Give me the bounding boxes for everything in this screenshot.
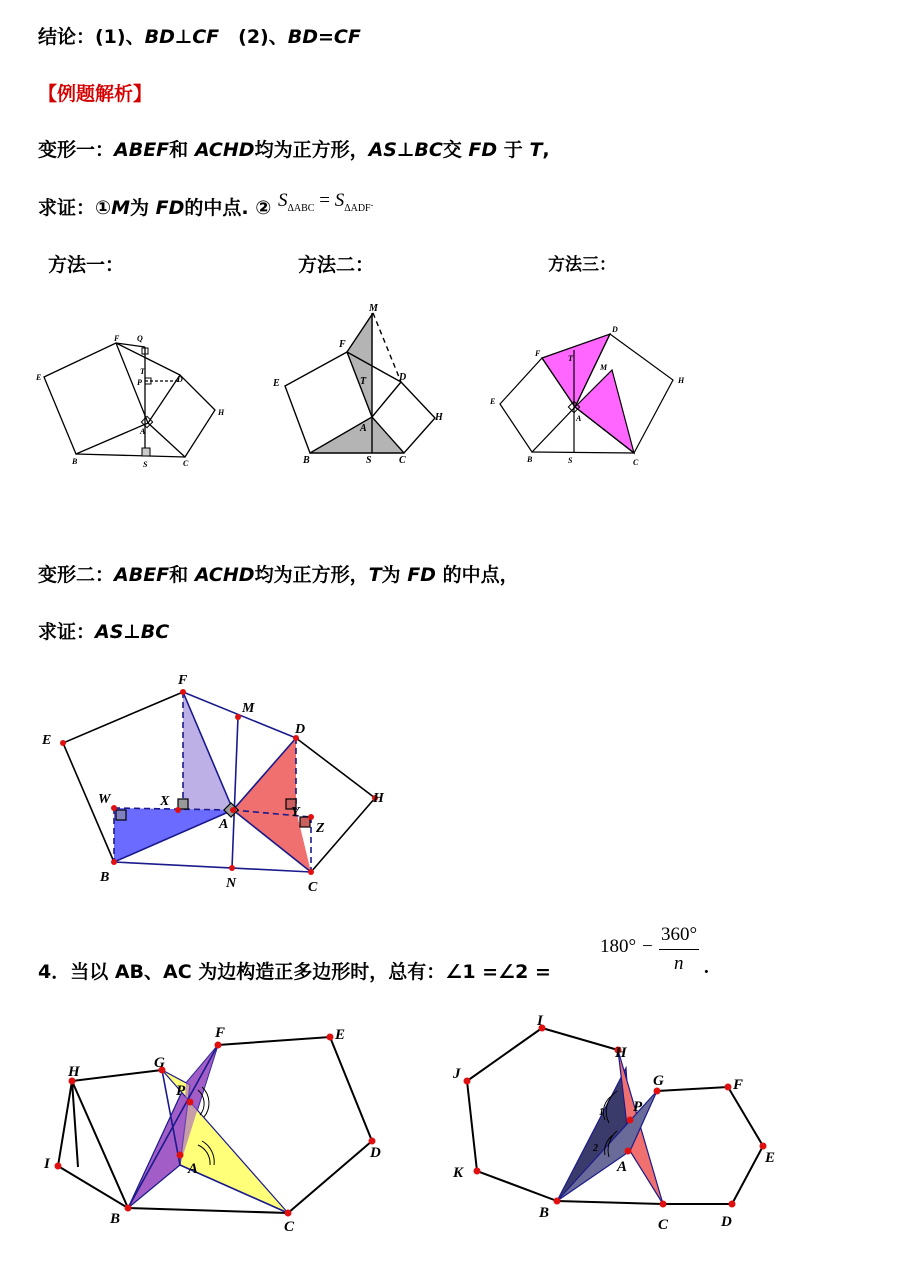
v2-claim: AS⊥BC [95,621,170,643]
f4-label-B: B [100,870,110,885]
f1-label-T: T [140,367,145,376]
f4-label-C: C [308,880,318,895]
variant1-prove [38,190,374,222]
f5-label-G: G [154,1055,165,1071]
f4-label-D: D [295,722,306,737]
f5-label-C: C [284,1219,295,1235]
f1-label-E: E [36,373,42,382]
conclusion-part2: BD=CF [287,26,361,48]
v2-fd: FD [407,564,436,586]
conclusion-prefix: 结论：(1)、 [38,26,145,48]
f3-label-B: B [527,455,533,464]
f2-label-T: T [360,376,367,387]
v1-end: , [542,139,550,161]
v1-sq1: ABEF [114,139,170,161]
figure-pentagon [30,1015,410,1240]
f3-label-D: D [612,325,618,334]
f5-label-E: E [335,1027,346,1043]
method-2: 方法二： [298,254,375,276]
f6-label-I: I [537,1013,543,1029]
f5-label-D: D [370,1145,381,1161]
v1-prove-prefix: 求证：① [38,197,112,219]
f3-label-A: A [576,414,582,423]
f3-label-T: T [568,354,573,363]
v2-prefix: 变形二： [38,564,115,586]
figure-method-3 [490,320,690,470]
f2-gray-bottom [310,417,404,453]
square-abef [44,343,148,454]
area-right: S [334,190,345,211]
v1-seg: FD [468,139,498,161]
f6-label-J: J [453,1066,461,1082]
f6-label-B: B [539,1205,550,1221]
method-1: 方法一： [48,254,125,276]
f4-label-Z: Z [316,821,325,836]
v1-pt: T [529,139,543,161]
f4-label-M: M [242,701,255,716]
f1-label-B: B [72,457,78,466]
v2-t: T [368,564,382,586]
f1-label-S: S [143,460,148,469]
v2-sq1: ABEF [114,564,170,586]
f3-label-S: S [568,456,573,465]
f6-label-H: H [615,1045,627,1061]
f6-label-D: D [721,1214,732,1230]
v2-sq2: ACHD [194,564,255,586]
item4-text: 4．当以 AB、AC 为边构造正多边形时，总有：∠1 =∠2 = [38,961,551,983]
area-eq: = [314,190,335,211]
f2-label-B: B [303,455,310,466]
figure-heptagon [445,1005,795,1240]
f1-label-C: C [183,459,189,468]
f2-label-H: H [435,412,443,423]
f2-label-S: S [366,455,372,466]
variant2-prove [38,617,169,644]
f5-label-P: P [176,1083,186,1099]
area-left: S [277,190,288,211]
area-formula [277,190,374,214]
v1-w6: 的中点. ② [184,197,272,219]
f2-label-D: D [399,372,407,383]
f6-label-F: F [733,1077,744,1093]
f2-label-M: M [369,303,378,314]
conclusion-line [38,22,361,49]
v1-sq2: ACHD [194,139,255,161]
f4-label-A: A [219,817,229,832]
f2-label-F: F [339,339,346,350]
f5-label-B: B [110,1211,121,1227]
f3-label-E: E [490,397,496,406]
f1-label-D: D [177,375,183,384]
f4-label-N: N [226,876,237,891]
f6-label-P: P [633,1099,643,1115]
area-right-sub: ΔADF [344,202,371,214]
variant1-statement [38,135,550,162]
f6-label-A: A [617,1159,628,1175]
fraction-bar [659,949,699,950]
v2-w3: 为 [381,564,401,586]
f6-label-G: G [653,1073,664,1089]
conclusion-part1: BD⊥CF [144,26,220,48]
f3-label-C: C [633,458,639,467]
conclusion-mid: (2)、 [219,26,288,48]
f6-label-C: C [658,1217,669,1233]
f2-label-A: A [360,423,367,434]
f5-label-H: H [68,1064,80,1080]
v2-prove-prefix: 求证： [38,621,96,643]
f5-label-F: F [215,1025,226,1041]
f4-label-H: H [373,791,384,806]
v1-fd: FD [155,197,185,219]
v2-w1: 和 [169,564,189,586]
section-title: 【例题解析】 [38,83,153,105]
f3-label-M: M [600,363,608,372]
f3-label-F: F [535,349,541,358]
v1-w1: 和 [169,139,189,161]
v1-w4: 于 [503,139,523,161]
item4-minus: − [642,936,653,957]
f4-label-W: W [98,792,111,807]
f2-label-E: E [273,378,280,389]
item4-dot: . [704,957,709,978]
item4-denominator: n [674,953,684,974]
f6-angle-1: 1 [599,1107,604,1118]
item4-numerator: 360° [661,924,698,945]
item4-statement [38,957,551,984]
method-3: 方法三： [548,255,616,275]
v1-w2: 均为正方形， [254,139,369,161]
f4-label-F: F [178,673,188,688]
f6-angle-2: 2 [593,1143,598,1154]
f1-label-F: F [114,334,120,343]
v2-w4: 的中点， [442,564,519,586]
v2-w2: 均为正方形， [254,564,369,586]
f1-label-Q: Q [137,334,143,343]
item4-num-left: 180° [600,936,637,957]
figure-variant-2 [30,665,410,900]
f6-label-E: E [765,1150,776,1166]
f1-label-H: H [218,408,225,417]
square-achd [148,375,215,457]
f3-label-H: H [678,376,685,385]
f4-label-E: E [42,733,52,748]
v1-cond: AS⊥BC [368,139,443,161]
area-left-sub: ΔABC [287,202,315,214]
figure-method-1 [30,330,230,480]
v1-w3: 交 [442,139,462,161]
v1-m: M [111,197,131,219]
f4-label-X: X [160,794,170,809]
f2-label-C: C [399,455,406,466]
v1-w5: 为 [130,197,150,219]
f4-label-Y: Y [291,805,300,820]
area-dot: . [370,197,374,209]
f5-label-I: I [44,1156,50,1172]
f1-label-A: A [140,427,146,436]
f5-label-A: A [188,1161,199,1177]
f6-label-K: K [453,1165,464,1181]
v1-prefix: 变形一： [38,139,115,161]
variant2-statement [38,560,519,587]
f1-label-P: P [137,378,142,387]
figure-method-2 [265,300,465,475]
